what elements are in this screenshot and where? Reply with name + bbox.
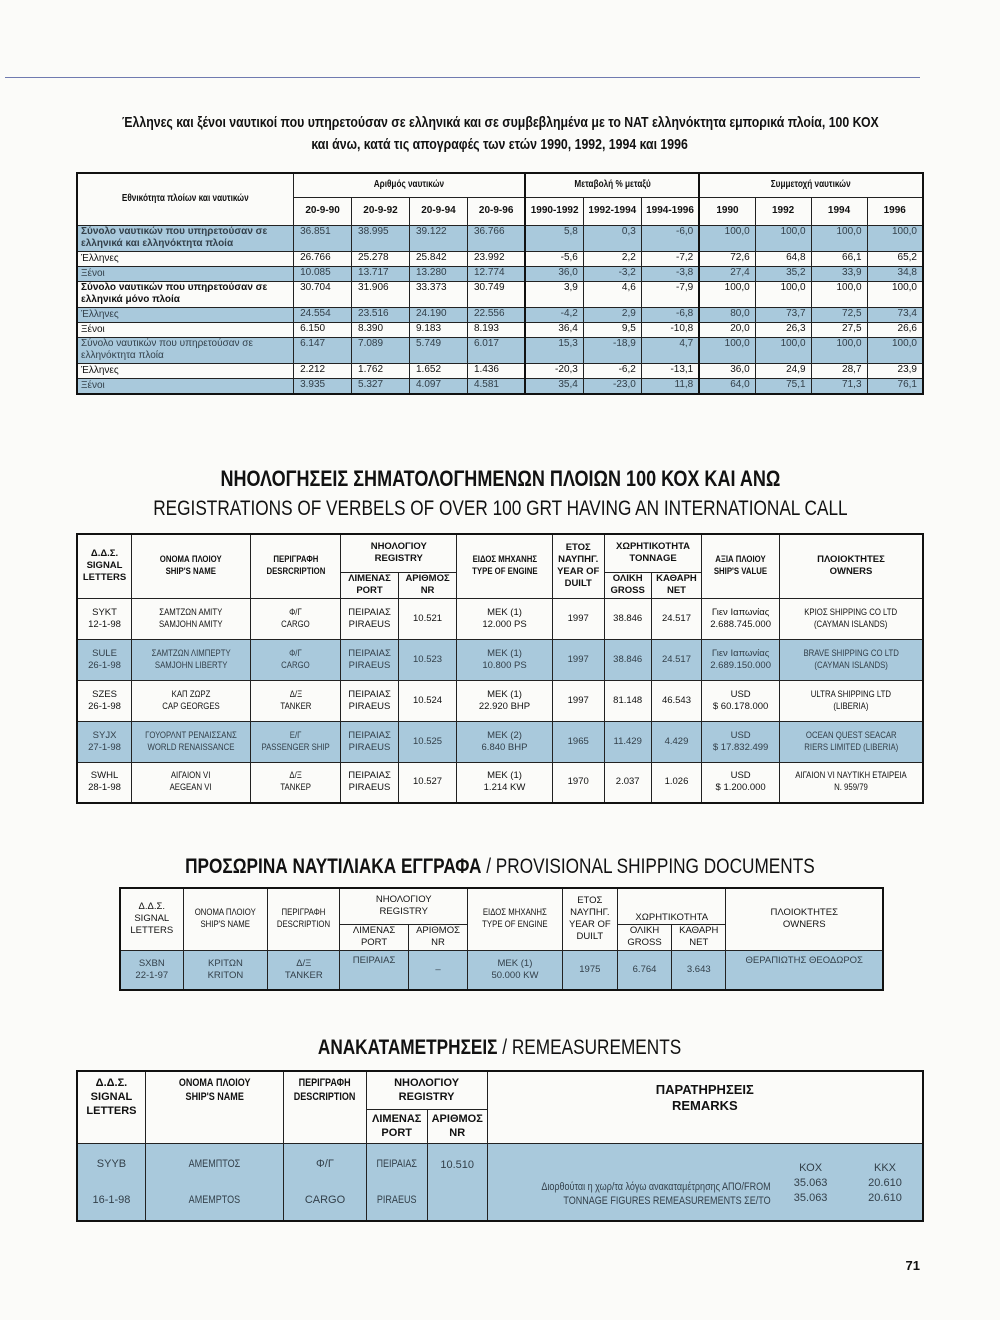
desc-header: ΠΕΡΙΓΡΑΦΗ DESCRIPTION [277, 907, 331, 931]
value-cell: -23,0 [583, 378, 641, 394]
owners-cell: ULTRA SHIPPING LTD (LIBERIA) [779, 680, 923, 721]
value-cell: -13,1 [641, 363, 699, 378]
col-header: 20-9-96 [467, 197, 525, 225]
value-cell: 2,9 [583, 307, 641, 322]
value-cell: 100,0 [867, 225, 923, 251]
value-cell: 36.766 [467, 225, 525, 251]
nr-header: ΑΡΙΘΜΟΣ NR [431, 1113, 483, 1139]
nr-cell: 10.523 [398, 639, 456, 680]
table-row [77, 363, 923, 378]
value-cell: 24,9 [755, 363, 811, 378]
value-cell: 39.122 [409, 225, 467, 251]
year-cell: 1975 [562, 950, 617, 990]
year-header: ΕΤΟΣ ΝΑΥΠΗΓ. YEAR OF DUILT [557, 542, 600, 590]
col-header: 1996 [867, 197, 923, 225]
signal-cell: SZES 26-1-98 [77, 680, 132, 721]
port-header: ΛΙΜΕΝΑΣ PORT [372, 1113, 422, 1139]
net-cell: 24.517 [651, 639, 702, 680]
value-cell: 11,8 [641, 378, 699, 394]
value-cell: 1.436 [467, 363, 525, 378]
engine-cell: ΜΕΚ (2) 6.840 BHP [457, 721, 552, 762]
table-row [77, 337, 923, 363]
table-row [77, 266, 923, 281]
value-cell: 2.212 [294, 363, 352, 378]
owners-cell: BRAVE SHIPPING CO LTD (CAYMAN ISLANDS) [779, 639, 923, 680]
value-cell: USD $ 1.200.000 [702, 762, 780, 803]
top-rule [5, 77, 920, 78]
table-row [77, 307, 923, 322]
gross-cell: 38.846 [604, 598, 651, 639]
net-header: ΚΑΘΑΡΗ NET [679, 925, 719, 948]
value-cell: 13.717 [352, 266, 410, 281]
value-cell: 72,6 [699, 251, 755, 266]
port-cell: ΠΕΙΡΑΙΑΣ PIRAEUS [341, 639, 399, 680]
port-cell: ΠΕΙΡΑΙΑΣ PIRAEUS [341, 762, 399, 803]
value-cell: 65,2 [867, 251, 923, 266]
value-cell: 20,0 [699, 322, 755, 337]
value-cell: 34,8 [867, 266, 923, 281]
value-cell: -10,8 [641, 322, 699, 337]
value-cell: 24.554 [294, 307, 352, 322]
nr-header: ΑΡΙΘΜΟΣ NR [405, 573, 450, 596]
signal-cell: SYKT 12-1-98 [77, 598, 132, 639]
value-cell: -3,8 [641, 266, 699, 281]
value-cell: 23,9 [867, 363, 923, 378]
value-cell: 72,5 [811, 307, 867, 322]
value-cell: 80,0 [699, 307, 755, 322]
col-header: 1994 [811, 197, 867, 225]
desc-cell: Δ/Ξ TANKEP [251, 762, 341, 803]
nr-header: ΑΡΙΘΜΟΣ NR [416, 925, 460, 948]
value-cell: 31.906 [352, 281, 410, 307]
signal-cell: SWHL 28-1-98 [77, 762, 132, 803]
name-header: ΟΝΟΜΑ ΠΛΟΙΟΥ SHIP'S NAME [194, 907, 256, 931]
net-cell: 46.543 [651, 680, 702, 721]
nationality-header: Εθνικότητα πλοίων και ναυτικών [77, 173, 294, 225]
name-cell: ΑΜΕΜΠΤΟΣ AMEMPTOS [145, 1143, 283, 1221]
engine-header: ΕΙΔΟΣ ΜΗΧΑΝΗΣ TYPE OF ENGINE [482, 907, 548, 931]
gross-header: ΟΛΙΚΗ GROSS [610, 573, 645, 596]
signal-cell: SYYB 16-1-98 [77, 1143, 145, 1221]
value-cell: 100,0 [811, 281, 867, 307]
value-cell: 28,7 [811, 363, 867, 378]
registrations-table [76, 533, 924, 804]
net-cell: 4.429 [651, 721, 702, 762]
year-cell: 1997 [552, 639, 604, 680]
port-cell: ΠΕΙΡΑΙΑΣ PIRAEUS [341, 598, 399, 639]
value-cell: 4,6 [583, 281, 641, 307]
value-cell: 12.774 [467, 266, 525, 281]
row-label: Ξένοι [77, 378, 294, 394]
name-cell: ΚΡΙΤΩΝ KRITON [183, 950, 268, 990]
engine-cell: ΜΕΚ (1) 22.920 BHP [457, 680, 552, 721]
table-row [77, 680, 923, 721]
gross-cell: 38.846 [604, 639, 651, 680]
table-row [77, 322, 923, 337]
value-cell: 100,0 [755, 337, 811, 363]
signal-header: Δ.Δ.Σ. SIGNAL LETTERS [82, 548, 127, 584]
table-row [77, 762, 923, 803]
value-cell: 100,0 [867, 337, 923, 363]
value-cell: 35,4 [525, 378, 583, 394]
value-cell: Γιεν Ιαπωνίας 2.689.150.000 [702, 639, 780, 680]
gross-header: ΟΛΙΚΗ GROSS [627, 925, 662, 948]
value-cell: 9,5 [583, 322, 641, 337]
col-header: 20-9-90 [294, 197, 352, 225]
owners-header: ΠΛΟΙΟΚΤΗΤΕΣ OWNERS [770, 907, 838, 931]
value-cell: 33,9 [811, 266, 867, 281]
col-header: 20-9-92 [352, 197, 410, 225]
gross-cell: 11.429 [604, 721, 651, 762]
group-header-change: Μεταβολή % μεταξύ [525, 173, 699, 197]
page-number: 71 [905, 1258, 920, 1273]
desc-cell: Δ/Ξ TANKER [251, 680, 341, 721]
value-cell: 3.935 [294, 378, 352, 394]
value-cell: 8.390 [352, 322, 410, 337]
name-cell: ΚΑΠ ΖΩΡΖ CAP GEORGES [132, 680, 251, 721]
value-cell: 64,0 [699, 378, 755, 394]
signal-header: Δ.Δ.Σ. SIGNAL LETTERS [86, 1077, 137, 1117]
gross-cell: 81.148 [604, 680, 651, 721]
table-row [77, 281, 923, 307]
value-cell: 75,1 [755, 378, 811, 394]
value-cell: 3,9 [525, 281, 583, 307]
value-cell: 1.762 [352, 363, 410, 378]
value-cell: 30.749 [467, 281, 525, 307]
registrations-table-body [77, 598, 923, 803]
owners-cell: ΑΙΓΑΙΟΝ VI ΝΑΥΤΙΚΗ ΕΤΑΙΡΕΙΑ Ν. 959/79 [779, 762, 923, 803]
value-cell: 64,8 [755, 251, 811, 266]
value-cell: 5.327 [352, 378, 410, 394]
table-row [77, 598, 923, 639]
name-cell: ΓΟΥΟΡΛΝΤ ΡΕΝΑΙΣΣΑΝΣ WORLD RENAISSANCE [132, 721, 251, 762]
value-cell: 4.581 [467, 378, 525, 394]
table-row [77, 721, 923, 762]
signal-cell: SYJX 27-1-98 [77, 721, 132, 762]
value-cell: 100,0 [699, 337, 755, 363]
value-cell: -4,2 [525, 307, 583, 322]
value-cell: 73,7 [755, 307, 811, 322]
value-cell: 6.147 [294, 337, 352, 363]
value-cell: -5,6 [525, 251, 583, 266]
value-cell: 100,0 [867, 281, 923, 307]
table-row [77, 639, 923, 680]
net-cell: 3.643 [672, 950, 726, 990]
name-cell: ΑΙΓΑΙΟΝ VI AEGEAN VI [132, 762, 251, 803]
net-cell: 1.026 [651, 762, 702, 803]
desc-cell: Δ/Ξ TANKER [268, 950, 340, 990]
value-cell: 66,1 [811, 251, 867, 266]
year-header: ΕΤΟΣ ΝΑΥΠΗΓ. YEAR OF DUILT [568, 895, 611, 943]
value-header: ΑΞΙΑ ΠΛΟΙΟΥ SHIP'S VALUE [714, 554, 768, 578]
remeasurements-title: ΑΝΑΚΑΤΑΜΕΤΡΗΣΕΙΣ / REMEASUREMENTS [318, 1036, 682, 1059]
value-cell: 38.995 [352, 225, 410, 251]
value-cell: 100,0 [811, 337, 867, 363]
value-cell: 10.085 [294, 266, 352, 281]
value-cell: -7,9 [641, 281, 699, 307]
col-header: 1990-1992 [525, 197, 583, 225]
provisional-title: ΠΡΟΣΩΡΙΝΑ ΝΑΥΤΙΛΙΑΚΑ ΕΓΓΡΑΦΑ / PROVISIONAL SHIPPING DOCUMENTS [185, 855, 815, 878]
signal-cell: SULE 26-1-98 [77, 639, 132, 680]
registry-header: ΝΗΟΛΟΓΙΟΥ REGISTRY [394, 1077, 460, 1104]
kox-cell: ΚΟΧ 35.063 35.063 [773, 1143, 848, 1221]
value-cell: 33.373 [409, 281, 467, 307]
value-cell: 35,2 [755, 266, 811, 281]
value-cell: 71,3 [811, 378, 867, 394]
value-cell: 26,6 [867, 322, 923, 337]
row-label: Έλληνες [77, 307, 294, 322]
nr-cell: 10.510 [427, 1143, 487, 1221]
value-cell: 36,4 [525, 322, 583, 337]
value-cell: 26.766 [294, 251, 352, 266]
value-cell: 13.280 [409, 266, 467, 281]
col-header: 1992 [755, 197, 811, 225]
value-cell: 4.097 [409, 378, 467, 394]
value-cell: -6,2 [583, 363, 641, 378]
signal-header: Δ.Δ.Σ. SIGNAL LETTERS [130, 901, 174, 937]
year-cell: 1970 [552, 762, 604, 803]
table-row [77, 251, 923, 266]
value-cell: 36,0 [699, 363, 755, 378]
value-cell: 76,1 [867, 378, 923, 394]
value-cell: -6,0 [641, 225, 699, 251]
name-cell: ΣΑΜΤΖΩΝ ΛΙΜΠΕΡΤΥ SAMJOHN LIBERTY [132, 639, 251, 680]
desc-header: ΠΕΡΙΓΡΑΦΗ DESRCRIPTION [266, 554, 326, 578]
value-cell: 27,5 [811, 322, 867, 337]
value-cell: 5,8 [525, 225, 583, 251]
value-cell: 15,3 [525, 337, 583, 363]
table-row [77, 1143, 923, 1221]
tonnage-header: ΧΩΡΗΤΙΚΟΤΗΤΑ [635, 911, 709, 923]
col-header: 1990 [699, 197, 755, 225]
row-label: Σύνολο ναυτικών που υπηρετούσαν σε ελληνικά μόνο πλοία [77, 281, 294, 307]
value-cell: -18,9 [583, 337, 641, 363]
value-cell: 25.278 [352, 251, 410, 266]
value-cell: 6.150 [294, 322, 352, 337]
nr-cell: 10.525 [398, 721, 456, 762]
value-cell: -6,8 [641, 307, 699, 322]
value-cell: 30.704 [294, 281, 352, 307]
desc-cell: Φ/Γ CARGO [251, 598, 341, 639]
value-cell: 100,0 [699, 225, 755, 251]
name-cell: ΣΑΜΤΖΩΝ ΑΜΙΤΥ SAMJOHN AMITY [132, 598, 251, 639]
col-header: 20-9-94 [409, 197, 467, 225]
nr-cell: 10.527 [398, 762, 456, 803]
value-cell: -7,2 [641, 251, 699, 266]
value-cell: 23.992 [467, 251, 525, 266]
signal-cell: SXBN 22-1-97 [120, 950, 183, 990]
owners-cell: OCEAN QUEST SEACAR RIERS LIMITED (LIBERIA) [779, 721, 923, 762]
owners-cell: ΘΕΡΑΠΙΩΤΗΣ ΘΕΟΔΩΡΟΣ [726, 950, 883, 990]
desc-cell: Φ/Γ CARGO [284, 1143, 366, 1221]
value-cell: 5.749 [409, 337, 467, 363]
row-label: Έλληνες [77, 251, 294, 266]
name-header: ΟΝΟΜΑ ΠΛΟΙΟΥ SHIP'S NAME [178, 1077, 251, 1103]
value-cell: -20,3 [525, 363, 583, 378]
value-cell: USD $ 17.832.499 [702, 721, 780, 762]
col-header: 1992-1994 [583, 197, 641, 225]
row-label: Σύνολο ναυτικών που υπηρετούσαν σε ελληνικά και ελληνόκτητα πλοία [77, 225, 294, 251]
value-cell: 36.851 [294, 225, 352, 251]
port-cell: ΠΕΙΡΑΙΑΣ PIRAEUS [341, 721, 399, 762]
year-cell: 1965 [552, 721, 604, 762]
owners-header: ΠΛΟΙΟΚΤΗΤΕΣ OWNERS [817, 554, 885, 578]
port-cell: ΠΕΙΡΑΙΑΣ PIRAEUS [341, 680, 399, 721]
table1-title-line2: και άνω, κατά τις απογραφές των ετών 1990, 1992, 1994 και 1996 [311, 136, 689, 153]
nr-cell: – [408, 950, 467, 990]
value-cell: 27,4 [699, 266, 755, 281]
value-cell: 100,0 [811, 225, 867, 251]
group-header-share: Συμμετοχή ναυτικών [699, 173, 923, 197]
group-header-count: Αριθμός ναυτικών [294, 173, 526, 197]
row-label: Ξένοι [77, 266, 294, 281]
registrations-title-en: REGISTRATIONS OF VERBELS OF OVER 100 GRT HAVING AN INTERNATIONAL CALL [152, 497, 848, 520]
port-header: ΛΙΜΕΝΑΣ PORT [352, 925, 396, 948]
nr-cell: 10.524 [398, 680, 456, 721]
desc-cell: Ε/Γ PASSENGER SHIP [251, 721, 341, 762]
registry-header: ΝΗΟΛΟΓΙΟΥ REGISTRY [375, 894, 432, 918]
gross-cell: 6.764 [618, 950, 672, 990]
engine-cell: ΜΕΚ (1) 1.214 KW [457, 762, 552, 803]
value-cell: 26,3 [755, 322, 811, 337]
value-cell: 0,3 [583, 225, 641, 251]
engine-cell: ΜΕΚ (1) 10.800 PS [457, 639, 552, 680]
kkx-cell: ΚΚΧ 20.610 20.610 [848, 1143, 923, 1221]
registrations-title-gr: ΝΗΟΛΟΓΗΣΕΙΣ ΣΗΜΑΤΟΛΟΓΗΜΕΝΩΝ ΠΛΟΙΩΝ 100 ΚΟΧ ΚΑΙ ΑΝΩ [220, 466, 780, 491]
value-cell: 4,7 [641, 337, 699, 363]
name-header: ΟΝΟΜΑ ΠΛΟΙΟΥ SHIP'S NAME [160, 554, 222, 578]
value-cell: 2,2 [583, 251, 641, 266]
year-cell: 1997 [552, 680, 604, 721]
value-cell: 22.556 [467, 307, 525, 322]
value-cell: 100,0 [755, 225, 811, 251]
value-cell: 23.516 [352, 307, 410, 322]
engine-header: ΕΙΔΟΣ ΜΗΧΑΝΗΣ TYPE OF ENGINE [471, 554, 538, 578]
table1-title [0, 112, 1000, 156]
value-cell: USD $ 60.178.000 [702, 680, 780, 721]
net-cell: 24.517 [651, 598, 702, 639]
value-cell: 9.183 [409, 322, 467, 337]
port-cell: ΠΕΙΡΑΙΑΣ [340, 950, 409, 990]
engine-cell: ΜΕΚ (1) 12.000 PS [457, 598, 552, 639]
registry-header: ΝΗΟΛΟΓΙΟΥ REGISTRY [370, 541, 427, 565]
value-cell: 8.193 [467, 322, 525, 337]
table-row [77, 225, 923, 251]
value-cell: 7.089 [352, 337, 410, 363]
remeasurements-table [76, 1070, 924, 1222]
desc-header: ΠΕΡΙΓΡΑΦΗ DESCRIPTION [294, 1077, 356, 1103]
year-cell: 1997 [552, 598, 604, 639]
table-row [120, 950, 883, 990]
nr-cell: 10.521 [398, 598, 456, 639]
value-cell: -3,2 [583, 266, 641, 281]
value-cell: 1.652 [409, 363, 467, 378]
port-header: ΛΙΜΕΝΑΣ PORT [348, 573, 391, 596]
row-label: Ξένοι [77, 322, 294, 337]
table-row [77, 378, 923, 394]
value-cell: 100,0 [699, 281, 755, 307]
tonnage-header: ΧΩΡΗΤΙΚΟΤΗΤΑ TONNAGE [616, 541, 691, 565]
table1-title-line1: Έλληνες και ξένοι ναυτικοί που υπηρετούσαν σε ελληνικά και σε συμβεβλημένα με το ΝΑΤ ελληνόκτητα εμπορικά πλοία, 100 ΚΟΧ [121, 114, 879, 131]
col-header: 1994-1996 [641, 197, 699, 225]
value-cell: 6.017 [467, 337, 525, 363]
gross-cell: 2.037 [604, 762, 651, 803]
seafarers-table-body [77, 225, 923, 394]
provisional-table [119, 887, 884, 991]
owners-cell: ΚΡΙΟΣ SHIPPING CO LTD (CAYMAN ISLANDS) [779, 598, 923, 639]
port-cell: ΠΕΙΡΑΙΑΣ PIRAEUS [366, 1143, 427, 1221]
desc-cell: Φ/Γ CARGO [251, 639, 341, 680]
net-header: ΚΑΘΑΡΗ NET [656, 573, 697, 596]
row-label: Σύνολο ναυτικών που υπηρετούσαν σε ελληνόκτητα πλοία [77, 337, 294, 363]
seafarers-table [76, 172, 924, 395]
remarks-cell: Διορθούται η χωρ/τα λόγω ανακαταμέτρησης ΑΠΟ/FROM TONNAGE FIGURES REMEASUREMENTS ΣΕ/TO [487, 1143, 773, 1221]
value-cell: 25.842 [409, 251, 467, 266]
value-cell: 24.190 [409, 307, 467, 322]
value-cell: 100,0 [755, 281, 811, 307]
value-cell: 73,4 [867, 307, 923, 322]
engine-cell: ΜΕΚ (1) 50.000 KW [468, 950, 562, 990]
value-cell: 36,0 [525, 266, 583, 281]
value-cell: Γιεν Ιαπωνίας 2.688.745.000 [702, 598, 780, 639]
row-label: Έλληνες [77, 363, 294, 378]
remarks-header: ΠΑΡΑΤΗΡΗΣΕΙΣ REMARKS [655, 1082, 754, 1113]
